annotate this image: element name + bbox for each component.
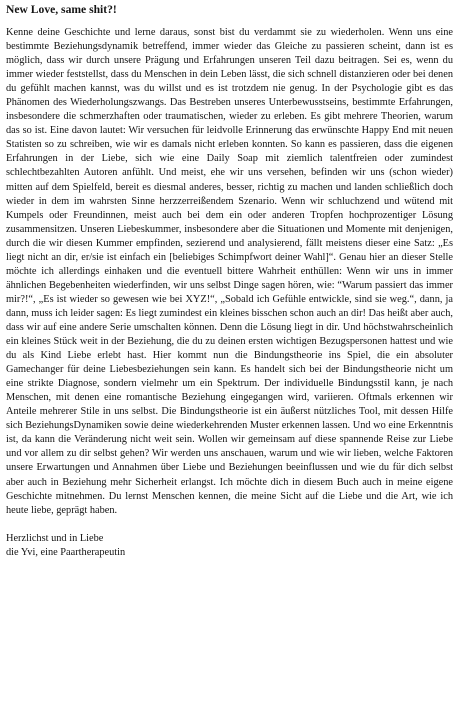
closing-line: Herzlichst und in Liebe <box>6 532 104 544</box>
body-paragraph: Kenne deine Geschichte und lerne daraus, sonst bist du verdammt sie zu wiederholen. Wenn uns eine bestimmte Beziehungsdynamik betreffend, immer wieder das Gleiche zu passieren scheint, dann ist es möglich, dass wir durch unsere Prägung und Erfahrungen unseren Teil dazu beitragen. Sei es, wenn du immer wieder feststellst, dass du Menschen in dein Leben lässt, die sich schnell distanzieren oder bei denen du gefühlt machen kannst, was du willst und es ist trotzdem nie genug. In der Psychologie gibt es das Phänomen des Wiederholungszwangs. Das Bestreben unseres Unterbewusstseins, bestimmte Erfahrungen, insbesondere die schmerzhaften oder traumatischen, wieder zu erleben. Es gibt mehrere Theorien, warum das so ist. Eine davon lautet: Wir versuchen für leidvolle Erinnerung das erwünschte Happy End mit neuen Statisten so zu schreiben, wie wir es damals nicht erleben konnten. So kann es passieren, dass die eigenen Erfahrungen in der Liebe, sich wie eine Daily Soap mit ziemlich talentfreien oder zumindest schlechtbezahlten Autoren anfühlt. Und meist, ehe wir uns versehen, befinden wir uns (schon wieder) mitten auf dem Spielfeld, bereit es diesmal anderes, besser, richtig zu machen und landen schließlich doch wieder in dem im wahrsten Sinne herzzerreißendem Szenario. Wenn wir schluchzend und wütend mit Kumpels oder Freundinnen, meist auch bei dem ein oder anderen Tropfen hochprozentiger Lösung zusammensitzen. Unseren Liebeskummer, insbesondere aber die Situationen und Momente mit denjenigen, durch die wir diesen Kummer empfinden, sezierend und analysierend, fällt meistens dieser eine Satz: „Es liegt nicht an dir, er/sie ist einfach ein [beliebiges Schimpfwort deiner Wahl]“. Genau hier an dieser Stelle möchte ich allerdings einhaken und die eventuell bittere Wahrheit enthüllen: Wenn wir uns in immer ähnlichen Begebenheiten wiederfinden, wir uns selbst Dinge sagen hören, wie: “Warum passiert das immer mir?!“, „Es ist wieder so gewesen wie bei XYZ!“, „Sobald ich Gefühle entwickle, sind sie weg.“, dann, ja dann, muss ich leider sagen: Es liegt zumindest ein kleines bisschen schon auch an dir! Das heißt aber auch, dass wir auf eine andere Serie umschalten können. Denn die Lösung liegt in dir. Und höchstwahrscheinlich ein kleines Stück weit in der Beziehung, die du zu deinen ersten wichtigen Bezugspersonen hattest und wie du als Kind Liebe erlebt hast. Hier kommt nun die Bindungstheorie ins Spiel, die ein absoluter Gamechanger für deine Liebesbeziehungen sein kann. Es handelt sich bei der Bindungstheorie nicht um eine strikte Diagnose, sondern vielmehr um ein Spektrum. Der individuelle Bindungsstil kann, je nach Menschen, mit denen eine romantische Beziehung eingegangen wird, variieren. Oftmals erkennen wir Anteile mehrerer Stile in uns selbst. Die Bindungstheorie ist ein äußerst nützliches Tool, mit dessen Hilfe sich BeziehungsDynamiken sowie deine wiederkehrenden Muster erkennen lassen. Und wo eine Erkenntnis ist, da kann die Veränderung nicht weit sein. Wollen wir gemeinsam auf diese spannende Reise zur Liebe und vor allem zu dir selbst gehen? Wir werden uns anschauen, warum und wie wir lieben, welche Faktoren unsere Erwartungen und Annahmen über Liebe und Beziehungen beeinflussen und wie du für dich selbst aber auch in Beziehung mehr Sicherheit erlangst. Ich möchte dich in diesem Buch auch in meine eigene Geschichte mitnehmen. Du lernst Menschen kennen, die meine Sicht auf die Liebe und die Art, wie ich heute liebe, geprägt haben. <box>6 27 453 516</box>
closing-block <box>6 532 453 560</box>
signature: die Yvi, eine Paartherapeutin <box>6 546 126 558</box>
document-page <box>6 2 453 560</box>
document-title: New Love, same shit?! <box>6 3 117 16</box>
